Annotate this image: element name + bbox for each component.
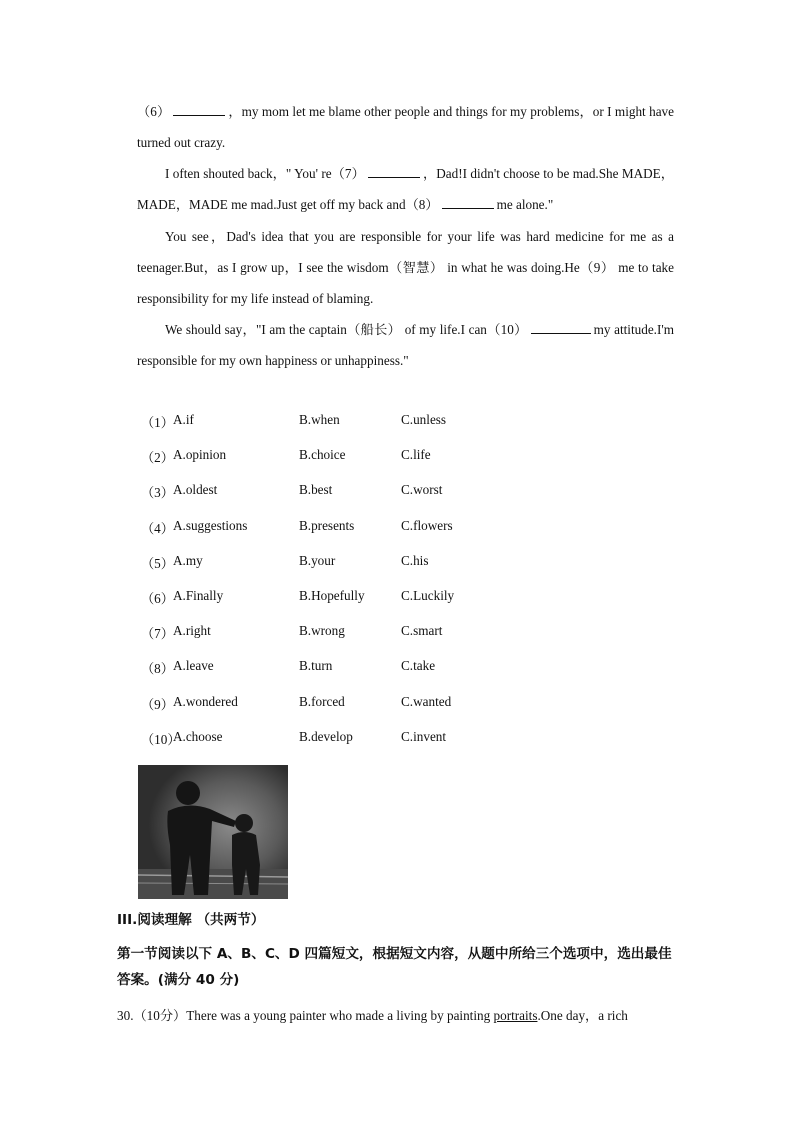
option-b[interactable]: B.presents xyxy=(299,517,355,533)
option-b[interactable]: B.your xyxy=(299,552,336,568)
option-b[interactable]: B.Hopefully xyxy=(299,587,365,603)
paragraph-text: We should say，"I am the captain（船长） of my life.I can（10） xyxy=(165,322,528,337)
option-a[interactable]: A.opinion xyxy=(173,447,227,463)
paragraph-text: me alone." xyxy=(496,197,554,212)
question-number: （2） xyxy=(141,450,174,466)
underlined-word: portraits xyxy=(493,1008,538,1023)
section-instruction: 第一节阅读以下 A、B、C、D 四篇短文，根据短文内容，从题中所给三个选项中，选出最佳答案。(满分 40 分) xyxy=(117,946,672,988)
question-number: （1） xyxy=(141,415,174,430)
option-row xyxy=(141,553,681,588)
passage-paragraph-4 xyxy=(137,314,674,376)
option-row xyxy=(141,694,681,729)
question-number: （4） xyxy=(141,520,174,536)
blank-10[interactable] xyxy=(531,319,591,334)
option-c[interactable]: C.flowers xyxy=(401,517,453,533)
question-text: 30.（10分）There was a young painter who made a living by painting xyxy=(117,1008,494,1023)
option-c[interactable]: C.take xyxy=(401,658,436,674)
option-b[interactable]: B.turn xyxy=(299,658,333,674)
option-a[interactable]: A.right xyxy=(173,623,211,639)
option-a[interactable]: A.choose xyxy=(173,728,223,744)
option-row xyxy=(141,518,681,553)
blank-6[interactable] xyxy=(173,101,225,116)
silhouette-photo xyxy=(138,765,288,899)
option-a[interactable]: A.suggestions xyxy=(173,517,248,533)
question-number: （10） xyxy=(141,731,181,747)
passage-paragraph-3: You see，Dad's idea that you are responsible for your life was hard medicine for me as a teenager.But，as I grow up，I see the wisdom（智慧） in what he was doing.He（9） me to take responsibility for my life instead of blaming. xyxy=(137,229,674,306)
paragraph-text: ，Dad!I didn't choose to be mad.She MADE，MADE，MADE me mad.Just get off my back and（8） xyxy=(137,166,674,212)
option-c[interactable]: C.his xyxy=(401,552,429,568)
photo-image xyxy=(138,765,288,899)
question-number: （9） xyxy=(141,696,174,712)
question-number: （3） xyxy=(141,485,174,501)
option-row xyxy=(141,658,681,693)
paragraph-text: ，my mom let me blame other people and things for my problems，or I might have turned out crazy. xyxy=(137,104,675,150)
option-a[interactable]: A.my xyxy=(173,552,203,568)
option-row xyxy=(141,588,681,623)
passage-paragraph-1 xyxy=(137,96,674,158)
question-number: （5） xyxy=(141,555,174,571)
option-a[interactable]: A.wondered xyxy=(173,693,238,709)
option-a[interactable]: A.oldest xyxy=(173,482,218,498)
option-b[interactable]: B.when xyxy=(299,412,340,427)
paragraph-text: my attitude.I'm responsible for my own happiness or unhappiness." xyxy=(137,322,674,368)
option-c[interactable]: C.life xyxy=(401,447,431,463)
option-row xyxy=(141,623,681,658)
option-a[interactable]: A.Finally xyxy=(173,587,224,603)
option-b[interactable]: B.best xyxy=(299,482,333,498)
blank-number-6: （6） xyxy=(137,104,171,119)
option-row xyxy=(141,447,681,482)
question-text: .One day，a rich xyxy=(537,1008,628,1023)
question-30 xyxy=(117,1004,677,1028)
option-b[interactable]: B.wrong xyxy=(299,623,345,639)
option-a[interactable]: A.leave xyxy=(173,658,214,674)
question-number: （7） xyxy=(141,626,174,642)
option-row xyxy=(141,729,681,764)
answer-options xyxy=(141,412,681,764)
option-row xyxy=(141,412,681,447)
question-number: （6） xyxy=(141,590,174,606)
option-c[interactable]: C.Luckily xyxy=(401,587,455,603)
option-c[interactable]: C.invent xyxy=(401,728,447,744)
option-b[interactable]: B.develop xyxy=(299,728,353,744)
blank-8[interactable] xyxy=(442,194,494,209)
blank-7[interactable] xyxy=(368,163,420,178)
paragraph-text: I often shouted back，" You' re（7） xyxy=(165,166,365,181)
option-c[interactable]: C.unless xyxy=(401,412,447,427)
option-c[interactable]: C.worst xyxy=(401,482,443,498)
option-b[interactable]: B.forced xyxy=(299,693,345,709)
option-row xyxy=(141,482,681,517)
option-c[interactable]: C.smart xyxy=(401,623,443,639)
option-b[interactable]: B.choice xyxy=(299,447,346,463)
option-c[interactable]: C.wanted xyxy=(401,693,452,709)
passage-paragraph-2 xyxy=(137,158,674,220)
option-a[interactable]: A.if xyxy=(173,412,194,427)
question-number: （8） xyxy=(141,661,174,677)
section-heading: III.阅读理解 （共两节） xyxy=(117,912,265,928)
